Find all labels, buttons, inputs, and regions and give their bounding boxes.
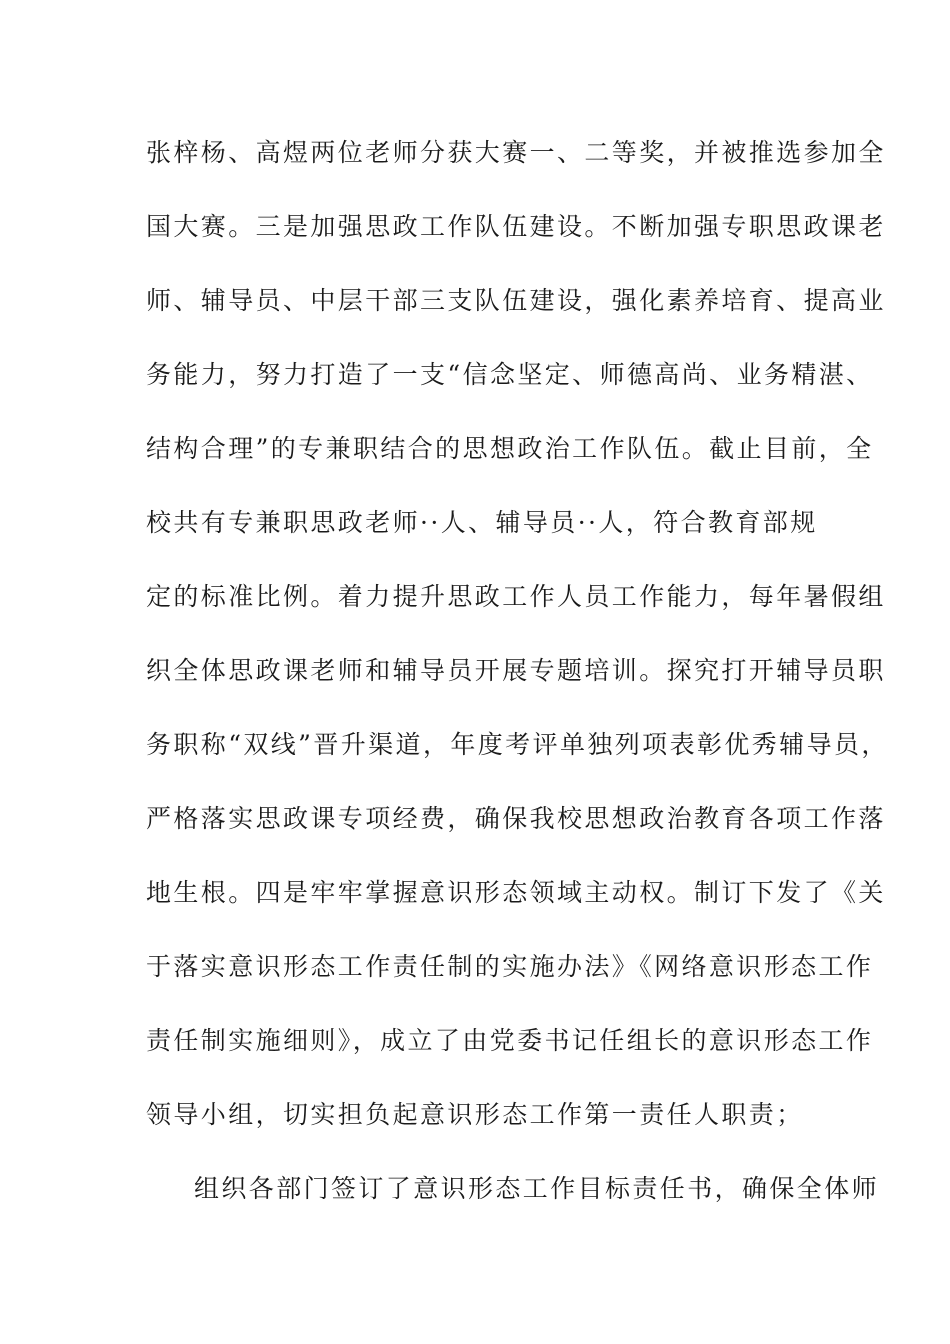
- text-line: 务能力，努力打造了一支“信念坚定、师德高尚、业务精湛、: [146, 360, 874, 389]
- text-line: 责任制实施细则》，成立了由党委书记任组长的意识形态工作: [146, 1026, 874, 1055]
- text-line: 于落实意识形态工作责任制的实施办法》《网络意识形态工作: [146, 952, 874, 981]
- text-line: 张梓杨、高煜两位老师分获大赛一、二等奖，并被推选参加全: [146, 138, 886, 167]
- text-line: 地生根。四是牢牢掌握意识形态领域主动权。制订下发了《关: [146, 878, 886, 907]
- text-line: 务职称“双线”晋升渠道，年度考评单独列项表彰优秀辅导员，: [146, 730, 889, 759]
- text-line: 结构合理”的专兼职结合的思想政治工作队伍。截止目前，全: [146, 434, 874, 463]
- text-line: 领导小组，切实担负起意识形态工作第一责任人职责；: [146, 1100, 804, 1129]
- text-line: 校共有专兼职思政老师··人、辅导员··人，符合教育部规: [146, 508, 818, 537]
- text-line: 国大赛。三是加强思政工作队伍建设。不断加强专职思政课老: [146, 212, 886, 241]
- text-line: 严格落实思政课专项经费，确保我校思想政治教育各项工作落: [146, 804, 886, 833]
- paragraph-first-line: 组织各部门签订了意识形态工作目标责任书，确保全体师: [194, 1174, 880, 1203]
- text-line: 师、辅导员、中层干部三支队伍建设，强化素养培育、提高业: [146, 286, 886, 315]
- text-line: 织全体思政课老师和辅导员开展专题培训。探究打开辅导员职: [146, 656, 886, 685]
- text-line: 定的标准比例。着力提升思政工作人员工作能力，每年暑假组: [146, 582, 886, 611]
